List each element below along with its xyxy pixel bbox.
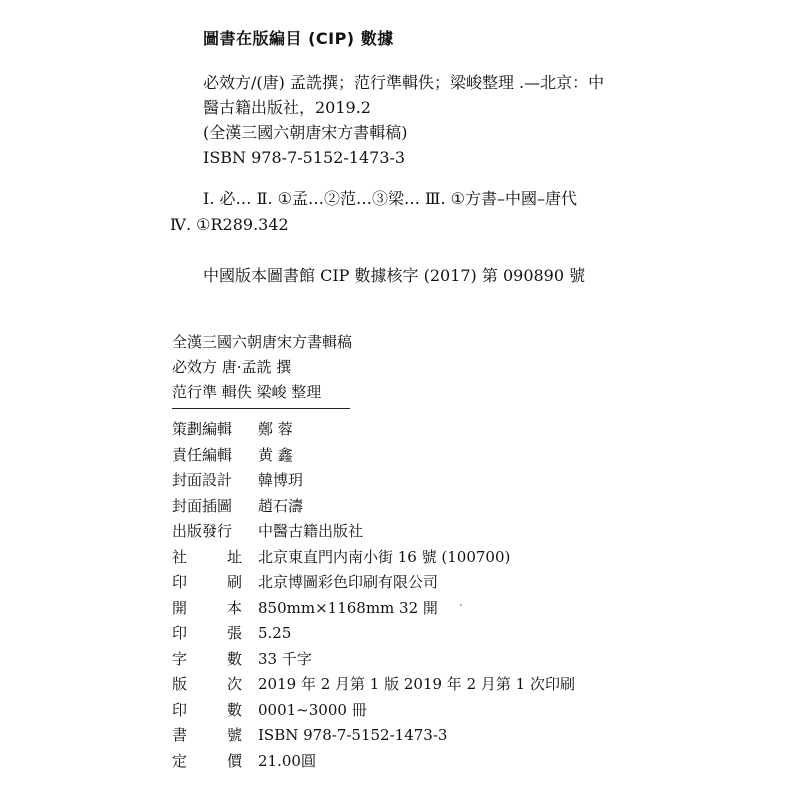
- cip-classification: [170, 186, 670, 238]
- credit-label: [172, 571, 258, 592]
- book-title-author: 必效方 唐·孟詵 撰: [172, 358, 292, 376]
- credit-label-char: 印: [172, 700, 188, 719]
- cip-heading: 圖書在版編目 (CIP) 數據: [203, 29, 394, 48]
- credit-label: [172, 750, 258, 771]
- credit-row: [172, 673, 692, 699]
- credit-label-char: 書: [172, 726, 188, 744]
- cip-record-line: (全漢三國六朝唐宋方書輯稿): [203, 123, 408, 142]
- credit-row: [172, 546, 692, 572]
- credit-label-char: 價: [226, 751, 242, 770]
- credit-value: 21.00圓: [258, 751, 316, 770]
- credits-list: [172, 418, 692, 775]
- credit-label: 出版發行: [172, 522, 233, 540]
- cip-record: [203, 70, 673, 170]
- print-speck: [460, 604, 462, 606]
- credit-label-char: 次: [226, 675, 242, 693]
- credit-label: [172, 699, 258, 720]
- credit-label-char: 址: [226, 547, 242, 566]
- credit-row: [172, 469, 692, 495]
- editors-line: 范行準 輯佚 梁峻 整理: [172, 383, 322, 401]
- credit-label: 策劃編輯: [172, 420, 233, 438]
- credit-value: 850mm×1168mm 32 開: [258, 598, 438, 617]
- credit-row: [172, 495, 692, 521]
- divider-rule: [172, 408, 350, 409]
- credit-label-char: 版: [172, 675, 188, 693]
- credit-label: [172, 546, 258, 567]
- credit-label-char: 刷: [226, 573, 242, 591]
- credit-label-char: 本: [226, 598, 242, 617]
- credit-label-char: 字: [172, 649, 188, 668]
- credit-row: [172, 571, 692, 597]
- credit-label-char: 定: [172, 751, 188, 770]
- credit-label: 責任編輯: [172, 445, 233, 464]
- credit-value: 鄭 蓉: [258, 420, 293, 438]
- credit-row: [172, 520, 692, 546]
- credit-label-char: 印: [172, 624, 188, 642]
- credit-label-char: 數: [226, 649, 242, 668]
- credit-row: [172, 750, 692, 776]
- credit-label: [172, 622, 258, 643]
- credit-label-char: 號: [226, 726, 242, 744]
- classification-line: Ⅰ. 必… Ⅱ. ①孟…②范…③梁… Ⅲ. ①方書–中國–唐代: [203, 189, 578, 208]
- classification-line: Ⅳ. ①R289.342: [170, 215, 289, 234]
- cip-verification-number: 中國版本圖書館 CIP 數據核字 (2017) 第 090890 號: [203, 266, 586, 285]
- credit-value: 0001~3000 冊: [258, 700, 367, 719]
- cip-record-line: 醫古籍出版社，2019.2: [203, 98, 371, 117]
- cip-record-line: 必效方/(唐) 孟詵撰；范行準輯佚；梁峻整理 .—北京：中: [203, 73, 605, 92]
- credit-label-char: 印: [172, 573, 188, 591]
- credit-value: 黄 鑫: [258, 445, 293, 464]
- credit-value: 北京博圖彩色印刷有限公司: [258, 573, 439, 591]
- credit-row: [172, 699, 692, 725]
- series-title: 全漢三國六朝唐宋方書輯稿: [172, 333, 353, 351]
- credit-label: [172, 597, 258, 618]
- credit-label-char: 社: [172, 547, 188, 566]
- credit-value: 韓博玥: [258, 471, 304, 489]
- credit-row: [172, 648, 692, 674]
- series-info: [172, 330, 352, 405]
- credit-label-char: 張: [226, 624, 242, 642]
- credit-value: 趙石濤: [258, 496, 304, 515]
- credit-value: 33 千字: [258, 649, 312, 668]
- credit-value: 5.25: [258, 624, 292, 642]
- credit-value: ISBN 978-7-5152-1473-3: [258, 726, 448, 744]
- credit-value: 中醫古籍出版社: [258, 522, 364, 540]
- credit-label: 封面設計: [172, 471, 233, 489]
- cip-isbn: ISBN 978-7-5152-1473-3: [203, 148, 406, 167]
- credit-value: 北京東直門内南小街 16 號 (100700): [258, 547, 511, 566]
- credit-label-char: 開: [172, 598, 188, 617]
- credit-row: [172, 724, 692, 750]
- credit-label: [172, 724, 258, 745]
- credit-label: [172, 648, 258, 669]
- credit-label: [172, 673, 258, 694]
- credit-value: 2019 年 2 月第 1 版 2019 年 2 月第 1 次印刷: [258, 675, 575, 693]
- credit-row: [172, 444, 692, 470]
- credit-label-char: 數: [226, 700, 242, 719]
- credit-row: [172, 418, 692, 444]
- credit-row: [172, 622, 692, 648]
- credit-label: 封面插圖: [172, 496, 233, 515]
- credit-row: [172, 597, 692, 623]
